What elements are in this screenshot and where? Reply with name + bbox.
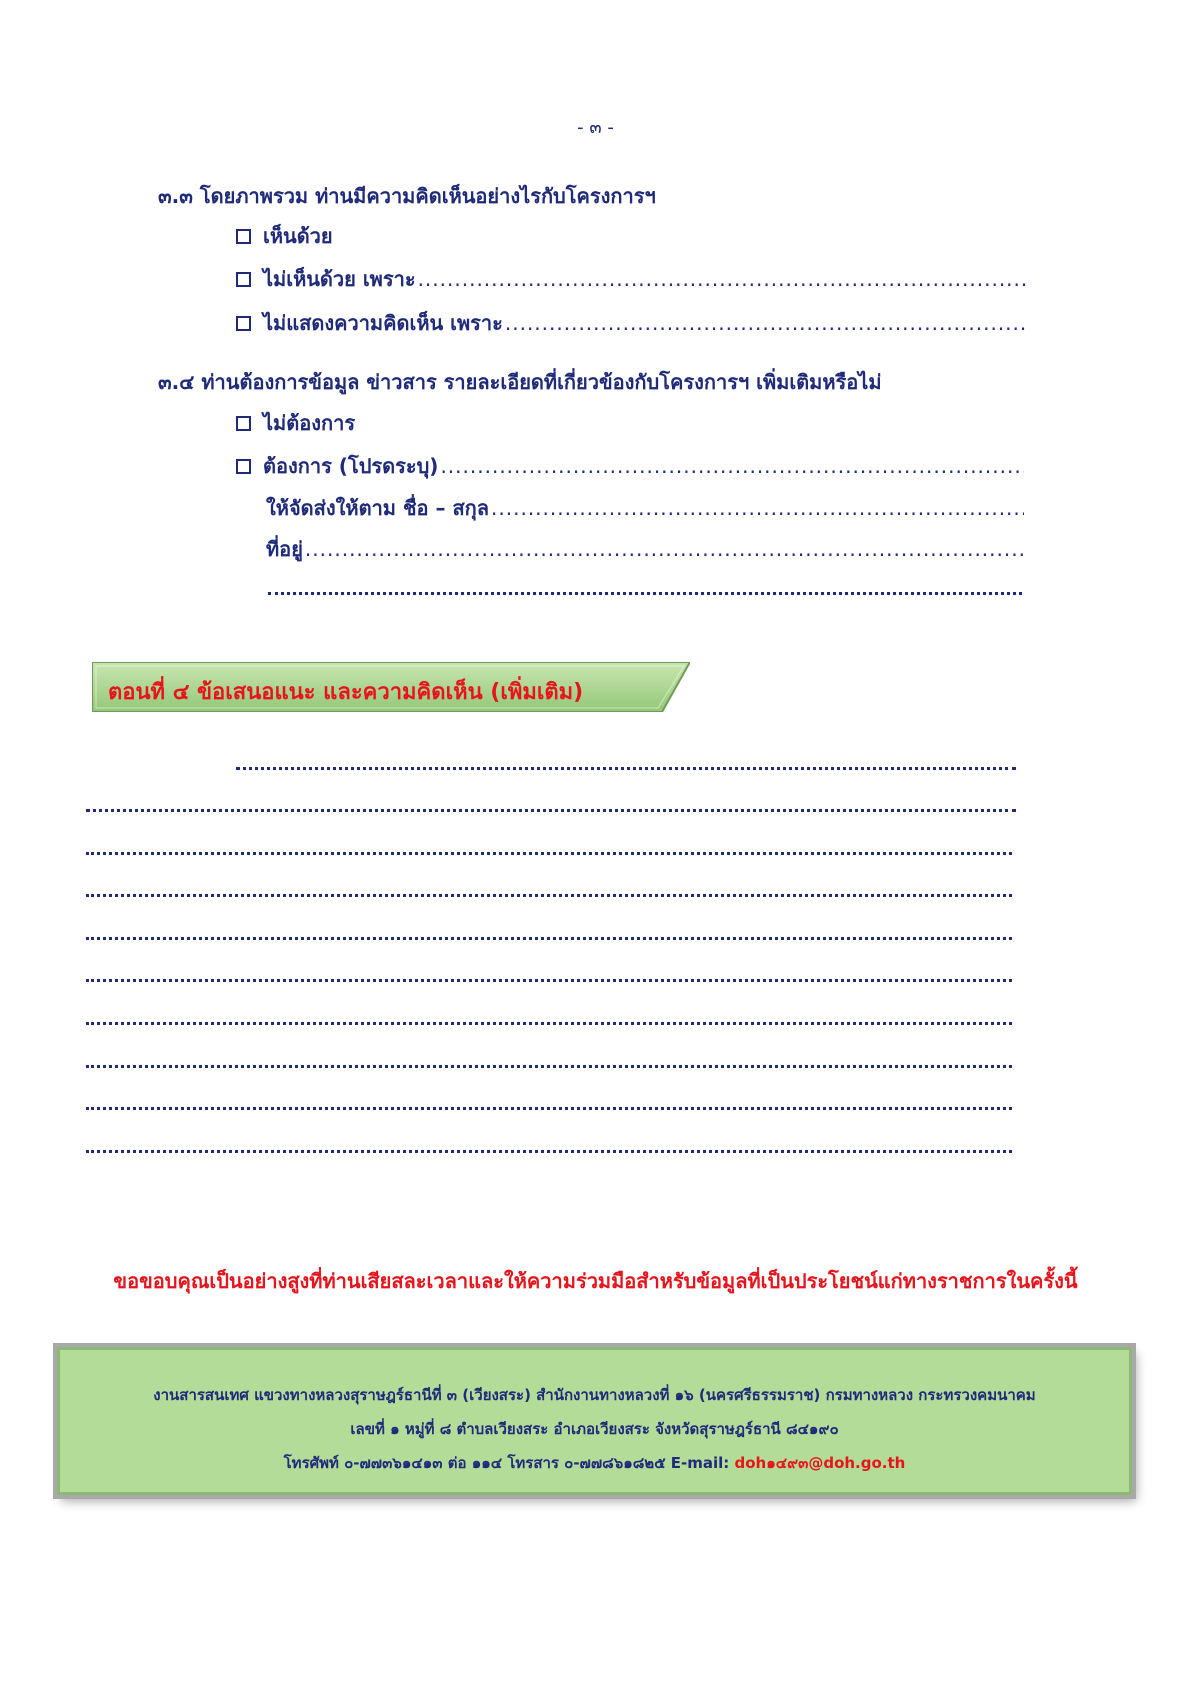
thanks-message: ขอขอบคุณเป็นอย่างสูงที่ท่านเสียสละเวลาและให้ความร่วมมือสำหรับข้อมูลที่เป็นประโยชน์แก่ทางราชการในครั้งนี้ <box>113 1269 1078 1293</box>
comment-line[interactable] <box>86 1107 1012 1110</box>
option-want[interactable] <box>236 450 1024 482</box>
option-want-label: ต้องการ (โปรดระบุ) <box>263 454 439 478</box>
checkbox-icon[interactable] <box>236 416 251 431</box>
question-3-3-title: ๓.๓ โดยภาพรวม ท่านมีความคิดเห็นอย่างไรกับโครงการฯ <box>158 184 656 208</box>
comment-line[interactable] <box>86 1150 1012 1153</box>
option-not-want-label: ไม่ต้องการ <box>263 411 356 435</box>
question-3-4-title: ๓.๔ ท่านต้องการข้อมูล ข่าวสาร รายละเอียดที่เกี่ยวข้องกับโครงการฯ เพิ่มเติมหรือไม่ <box>158 370 882 394</box>
option-not-want[interactable] <box>236 407 1016 439</box>
name-field[interactable] <box>491 496 1024 520</box>
want-details-field[interactable] <box>440 454 1024 478</box>
comment-line[interactable] <box>86 894 1012 897</box>
footer-phone: โทรศัพท์ ๐-๗๗๓๖๑๔๑๓ ต่อ ๑๑๔ โทรสาร ๐-๗๗๘๖๑๘๒๕ E-mail: <box>283 1454 735 1472</box>
disagree-reason-field[interactable] <box>418 267 1028 291</box>
address-field-line-2[interactable] <box>268 592 1022 595</box>
page-number: - ๓ - <box>577 117 614 138</box>
comment-line[interactable] <box>86 809 1016 812</box>
section-4-title: ตอนที่ ๔ ข้อเสนอแนะ และความคิดเห็น (เพิ่มเติม) <box>108 680 584 705</box>
send-to-label: ให้จัดส่งให้ตาม ชื่อ – สกุล <box>266 496 490 520</box>
checkbox-icon[interactable] <box>236 229 251 244</box>
checkbox-icon[interactable] <box>236 459 251 474</box>
comment-line[interactable] <box>86 979 1012 982</box>
footer-address: เลขที่ ๑ หมู่ที่ ๘ ตำบลเวียงสระ อำเภอเวียงสระ จังหวัดสุราษฎร์ธานี ๘๔๑๙๐ <box>350 1420 839 1438</box>
option-disagree[interactable] <box>236 263 1028 295</box>
footer-email-link[interactable]: doh๑๔๙๓@doh.go.th <box>734 1454 906 1472</box>
checkbox-icon[interactable] <box>236 316 251 331</box>
address-row <box>266 533 1024 565</box>
footer-contact <box>57 1451 1132 1475</box>
comment-line[interactable] <box>86 1065 1012 1068</box>
comment-line[interactable] <box>236 767 1016 770</box>
comment-line[interactable] <box>86 852 1012 855</box>
send-to-row <box>266 492 1024 524</box>
option-no-comment[interactable] <box>236 307 1028 339</box>
option-disagree-label: ไม่เห็นด้วย เพราะ <box>263 267 416 291</box>
footer-agency: งานสารสนเทศ แขวงทางหลวงสุราษฎร์ธานีที่ ๓ (เวียงสระ) สำนักงานทางหลวงที่ ๑๖ (นครศรีธรรมราช) กรมทางหลวง กระทรวงคมนาคม <box>153 1386 1036 1404</box>
address-field[interactable] <box>305 537 1024 561</box>
option-agree-label: เห็นด้วย <box>263 224 333 248</box>
comment-line[interactable] <box>86 937 1012 940</box>
checkbox-icon[interactable] <box>236 272 251 287</box>
address-label: ที่อยู่ <box>266 537 303 561</box>
comment-line[interactable] <box>86 1022 1012 1025</box>
option-agree[interactable] <box>236 220 1016 252</box>
no-comment-reason-field[interactable] <box>505 311 1028 335</box>
option-no-comment-label: ไม่แสดงความคิดเห็น เพราะ <box>263 311 503 335</box>
